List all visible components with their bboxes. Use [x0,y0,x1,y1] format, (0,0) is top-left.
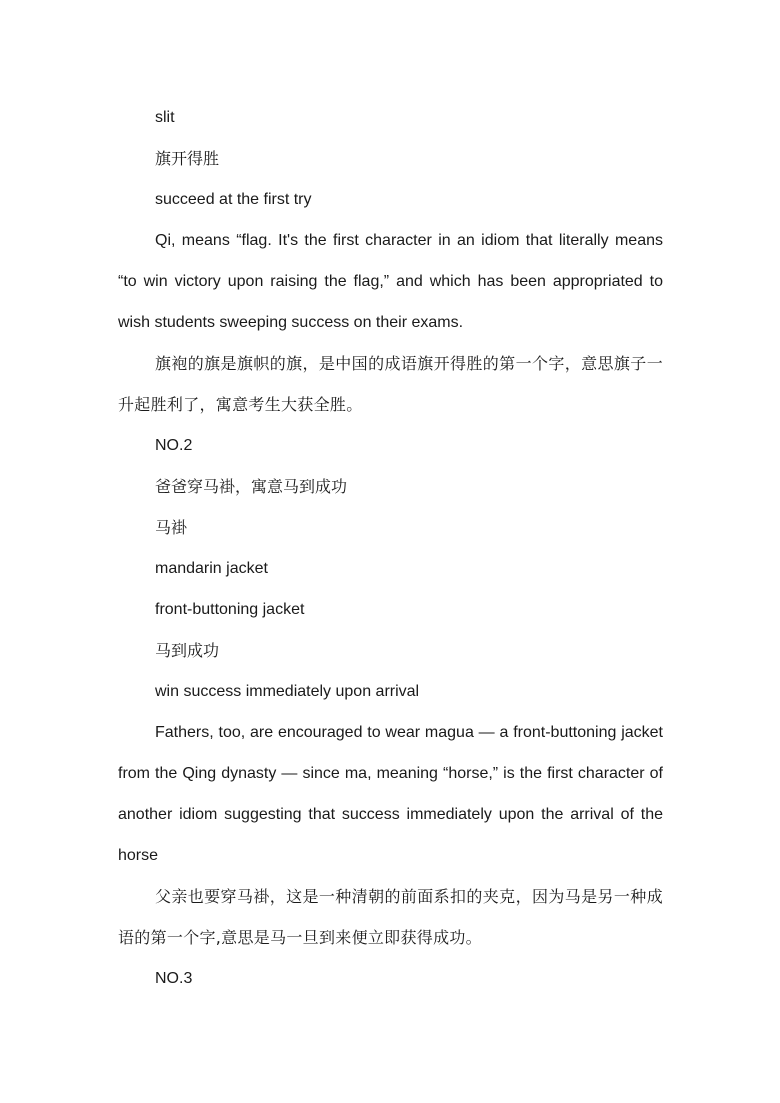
idiom-ma-dao-cheng-gong: 马到成功 [155,641,220,660]
idiom-qi-kai-de-sheng: 旗开得胜 [155,149,220,168]
term-magua: 马褂 [155,518,188,537]
translation-front-buttoning-jacket: front-buttoning jacket [155,601,305,618]
section-number-2: NO.2 [155,437,193,454]
document-body [118,97,663,999]
translation-mandarin-jacket: mandarin jacket [155,560,268,577]
translation-win-success: win success immediately upon arrival [155,683,420,700]
term-slit: slit [155,109,175,126]
paragraph-qi-chinese: 旗袍的旗是旗帜的旗，是中国的成语旗开得胜的第一个字，意思旗子一升起胜利了，寓意考生大获全胜。 [118,354,663,414]
paragraph-qi-english: Qi, means “flag. It's the first character in an idiom that literally means “to win victory upon raising the flag,” and which has been appropriated to wish students sweeping success on their exams. [118,232,663,331]
heading-baba-magua: 爸爸穿马褂，寓意马到成功 [155,477,348,496]
paragraph-fathers-chinese: 父亲也要穿马褂，这是一种清朝的前面系扣的夹克，因为马是另一种成语的第一个字,意思是马一旦到来便立即获得成功。 [118,887,663,947]
paragraph-fathers-english: Fathers, too, are encouraged to wear magua — a front-buttoning jacket from the Qing dynasty — since ma, meaning “horse,” is the first character of another idiom suggesting that success immediately upon the arrival of the horse [118,724,663,864]
section-number-3: NO.3 [155,970,193,987]
translation-succeed-first-try: succeed at the first try [155,191,312,208]
